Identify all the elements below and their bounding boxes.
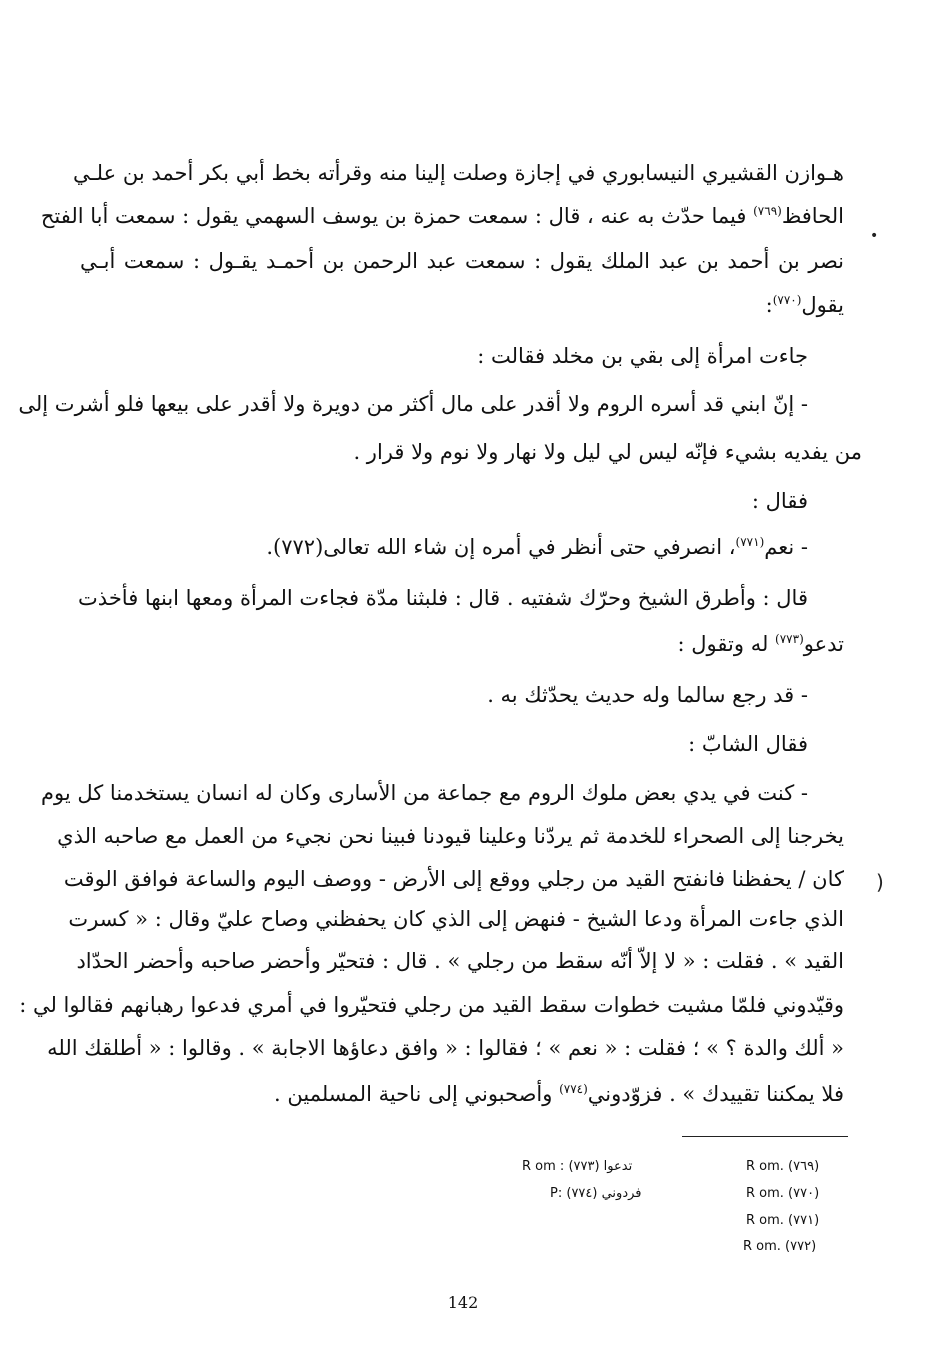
text-line-17 — [68, 907, 844, 931]
page-number: 142 — [447, 1293, 479, 1312]
text-line-12 — [80, 685, 808, 706]
text-line-16 — [63, 867, 844, 891]
footnote-774: P: فردوني (٧٧٤) — [550, 1186, 642, 1201]
line-text: - كنت في يدي بعض ملوك الروم مع جماعة من الأسارى وكان له انسان يستخدمنا كل يوم — [40, 781, 808, 805]
line-text: الذي جاءت المرأة ودعا الشيخ - فنهض إلى الذي كان يحفظني وصاح عليّ وقال : « كسرت — [68, 907, 844, 931]
line-text-continued: : — [765, 293, 773, 317]
line-text: الحافظ — [781, 204, 844, 228]
line-text: - نعم — [764, 535, 808, 559]
footnote-773: R om : تدعوا (٧٧٣) — [522, 1159, 633, 1174]
margin-dot: • — [870, 228, 879, 244]
footnote-divider — [682, 1136, 848, 1137]
line-text: القيد » . فقلت : « لا إلاّ أنّه سقط من رجلي » . قال : فتحيّر وأحضر صاحبه وأحضر الحدّاد — [76, 949, 844, 973]
line-text: يقول — [801, 293, 844, 317]
line-text: هـوازن القشيري النيسابوري في إجازة وصلت إلينا منه وقرأته بخط أبي بكر أحمد بن علـي — [73, 161, 844, 185]
line-text: - قد رجع سالما وله حديث يحدّثك به . — [487, 683, 808, 707]
text-line-9 — [80, 536, 808, 558]
text-line-15 — [57, 824, 844, 848]
line-text: فلا يمكننا تقييدك » . فزوّدوني — [587, 1082, 844, 1106]
footnote-ref: (٧٧٤) — [559, 1082, 588, 1096]
text-line-8 — [80, 491, 808, 512]
text-line-6 — [18, 392, 808, 416]
line-text-continued: ، انصرفي حتى أنظر في أمره إن شاء الله تعالى(٧٧٢). — [266, 535, 736, 559]
text-line-7 — [80, 442, 862, 463]
text-line-19 — [19, 993, 844, 1017]
line-text: قال : وأطرق الشيخ وحرّك شفتيه . قال : فلبثنا مدّة فجاءت المرأة ومعها ابنها فأخذت — [78, 586, 808, 610]
line-text: فقال الشابّ : — [688, 732, 808, 756]
footnote-772: R om. (٧٧٢) — [743, 1239, 817, 1254]
line-text-continued: وأصحبوني إلى ناحية المسلمين . — [274, 1082, 560, 1106]
footnote-ref: (٧٧١) — [735, 535, 765, 549]
text-line-1 — [73, 161, 844, 185]
line-text-continued: فيما حدّث به عنه ، قال : سمعت حمزة بن يوسف السهمي يقول : سمعت أبا الفتح — [40, 204, 754, 228]
text-line-2 — [40, 204, 844, 228]
text-line-14 — [40, 781, 808, 805]
text-line-18 — [76, 949, 844, 973]
line-text: - إنّ ابني قد أسره الروم ولا أقدر على مال أكثر من دويرة ولا أقدر على بيعها فلو أشرت إلى — [18, 392, 808, 416]
text-line-4 — [80, 294, 844, 316]
margin-bracket: ) — [876, 870, 884, 894]
footnote-770: R om. (٧٧٠) — [746, 1186, 820, 1201]
text-line-10 — [80, 588, 808, 609]
footnote-771: R om. (٧٧١) — [746, 1213, 820, 1228]
line-text: كان / يحفظنا فانفتح القيد من رجلي ووقع إلى الأرض - ووصف اليوم والساعة فوافق الوقت — [63, 867, 844, 891]
footnote-ref: (٧٦٩) — [753, 204, 782, 218]
text-line-11 — [80, 633, 844, 655]
text-line-20 — [47, 1036, 844, 1060]
text-line-13 — [80, 734, 808, 755]
line-text: جاءت امرأة إلى بقي بن مخلد فقالت : — [477, 344, 808, 368]
line-text: وقيّدوني فلمّا مشيت خطوات سقط القيد من رجلي فتحيّروا في أمري فدعوا رهبانهم فقالوا لي : — [19, 993, 844, 1017]
line-text-continued: له وتقول : — [677, 632, 776, 656]
line-text: من يفديه بشيء فإنّه ليس لي ليل ولا نهار ولا نوم ولا قرار . — [353, 440, 862, 464]
line-text: نصر بن أحمد بن عبد الملك يقول : سمعت عبد الرحمن بن أحمـد يقـول : سمعت أبـي — [80, 249, 844, 273]
footnote-ref: (٧٧٣) — [775, 632, 804, 646]
footnote-769: R om. (٧٦٩) — [746, 1159, 820, 1174]
text-line-5 — [80, 346, 808, 367]
line-text: « ألك والدة ؟ » ؛ فقلت : « نعم » ؛ فقالوا : « وافق دعاؤها الاجابة » . وقالوا : « أطلقك الله — [47, 1036, 844, 1060]
line-text: تدعو — [803, 632, 844, 656]
line-text: فقال : — [751, 489, 808, 513]
text-line-3 — [80, 251, 844, 272]
footnote-ref: (٧٧٠) — [772, 293, 802, 307]
line-text: يخرجنا إلى الصحراء للخدمة ثم يردّنا وعلينا قيودنا فبينا نحن نجيء من العمل مع صاحبه الذي — [57, 824, 844, 848]
text-line-21 — [80, 1083, 844, 1105]
